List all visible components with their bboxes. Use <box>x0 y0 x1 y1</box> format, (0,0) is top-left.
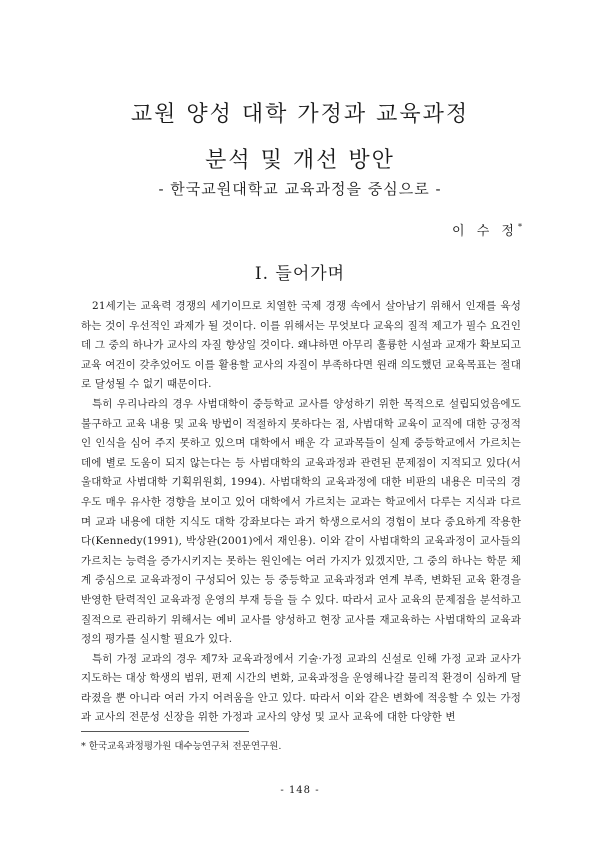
page-number: - 148 - <box>280 785 320 796</box>
author-name: 이 수 정 <box>452 224 518 239</box>
body-text <box>81 297 521 728</box>
paragraph: 특히 우리나라의 경우 사범대학이 중등학교 교사를 양성하기 위한 목적으로 설립되었음에도 불구하고 교육 내용 및 교육 방법이 적절하지 못하다는 점, 사범대학 교육이 교직에 대한 긍정적인 인식을 심어 주지 못하고 있으며 대학에서 배운 각 교과목들이 실제 중등학교에서 가르치는 데에 별로 도움이 되지 않는다는 등 사범대학의 교육과정과 관련된 문제점이 지적되고 있다(서울대학교 사범대학 기획위원회, 1994). 사범대학의 교육과정에 대한 비판의 내용은 미국의 경우도 매우 유사한 경향을 보이고 있어 대학에서 가르치는 교과는 학교에서 다루는 지식과 다르며 교과 내용에 대한 지식도 대학 강좌보다는 과거 학생으로서의 경험이 보다 중요하게 작용한다(Kennedy(1991), 박상완(2001)에서 재인용). 이와 같이 사범대학의 교육과정이 교사들의 가르치는 능력을 증가시키지는 못하는 원인에는 여러 가지가 있겠지만, 그 중의 하나는 학문 체계 중심으로 교육과정이 구성되어 있는 등 중등학교 교육과정과 연계 부족, 변화된 교육 환경을 반영한 탄력적인 교육과정 운영의 부재 등을 들 수 있다. 따라서 교사 교육의 문제점을 분석하고 질적으로 관리하기 위해서는 예비 교사를 양성하고 현장 교사를 재교육하는 사범대학의 교육과정의 평가를 실시할 필요가 있다. <box>81 397 521 646</box>
paper-title-line1: 교원 양성 대학 가정과 교육과정 <box>130 102 470 127</box>
author-line <box>452 220 522 239</box>
paper-subtitle: - 한국교원대학교 교육과정을 중심으로 - <box>158 180 442 198</box>
author-footnote-mark: * <box>518 222 522 232</box>
paragraph: 특히 가정 교과의 경우 제7차 교육과정에서 기술·가정 교과의 신설로 인해 가정 교과 교사가 지도하는 대상 학생의 범위, 편제 시간의 변화, 교육과정을 운영해나갈 물리적 환경이 심하게 달라졌을 뿐 아니라 여러 가지 어려움을 안고 있다. 따라서 이와 같은 변화에 적응할 수 있는 가정과 교사의 전문성 신장을 위한 가정과 교사의 양성 및 교사 교육에 대한 다양한 변 <box>81 652 521 724</box>
footnote: * 한국교육과정평가원 대수능연구처 전문연구원. <box>81 741 282 752</box>
paper-title-line2: 분석 및 개선 방안 <box>205 148 395 173</box>
section-heading: I. 들어가며 <box>254 264 346 284</box>
paragraph: 21세기는 교육력 경쟁의 세기이므로 치열한 국제 경쟁 속에서 살아남기 위해서 인재를 육성하는 것이 우선적인 과제가 될 것이다. 이를 위해서는 무엇보다 교육의 질적 제고가 필수 요건인데 그 중의 하나가 교사의 자질 향상일 것이다. 왜냐하면 아무리 훌륭한 시설과 교재가 확보되고 교육 여건이 갖추었어도 이를 활용할 교사의 자질이 부족하다면 원래 의도했던 교육목표는 절대로 달성될 수 없기 때문이다. <box>81 300 521 391</box>
footnote-divider <box>81 731 249 732</box>
